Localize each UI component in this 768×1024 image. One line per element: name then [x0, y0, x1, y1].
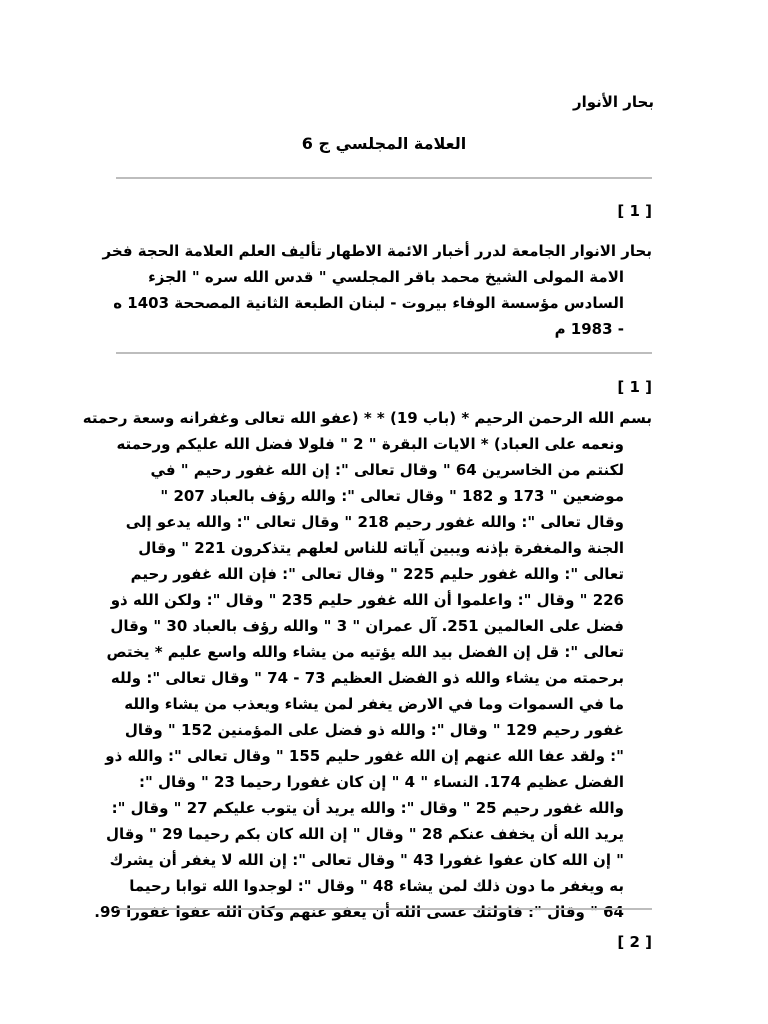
- paragraph-line: فضل على العالمين 251. آل عمران " 3 " والله رؤف بالعباد 30 " وقال: [110, 617, 624, 635]
- paragraph-line: غفور رحيم 129 " وقال ": والله ذو فضل على المؤمنين 152 " وقال: [124, 721, 624, 739]
- paragraph-line: ونعمه على العباد) * الايات البقرة " 2 " فلولا فضل الله عليكم ورحمته: [116, 435, 624, 453]
- paragraph-line: ": ولقد عفا الله عنهم إن الله غفور حليم 155 " وقال تعالى ": والله ذو: [105, 747, 624, 765]
- author-volume-line: العلامة المجلسي ج 6: [301, 134, 467, 153]
- paragraph-line: لكنتم من الخاسرين 64 " وقال تعالى ": إن الله غفور رحيم " في: [150, 461, 624, 479]
- divider: [116, 352, 652, 354]
- paragraph-line: 226 " وقال ": واعلموا أن الله غفور حليم 235 " وقال ": ولكن الله ذو: [110, 591, 624, 609]
- book-title: بحار الأنوار: [572, 93, 654, 111]
- paragraph-line: الفضل عظيم 174. النساء " 4 " إن كان غفورا رحيما 23 " وقال ":: [138, 773, 624, 791]
- paragraph-line: - 1983 م: [554, 320, 624, 338]
- paragraph-line: برحمته من يشاء والله ذو الفضل العظيم 73 - 74 " وقال تعالى ": ولله: [110, 669, 624, 687]
- page-marker: [ 1 ]: [617, 378, 652, 396]
- divider: [116, 177, 652, 179]
- paragraph-line: تعالى ": والله غفور حليم 225 " وقال تعالى ": فإن الله غفور رحيم: [130, 565, 624, 583]
- paragraph-line: به ويغفر ما دون ذلك لمن يشاء 48 " وقال ": لوجدوا الله توابا رحيما: [129, 877, 624, 895]
- paragraph-line: موضعين " 173 و 182 " وقال تعالى ": والله رؤف بالعباد 207 ": [160, 487, 624, 505]
- paragraph-line: ما في السموات وما في الارض يغفر لمن يشاء ويعذب من يشاء والله: [124, 695, 624, 713]
- paragraph-line: تعالى ": قل إن الفضل بيد الله يؤتيه من يشاء والله واسع عليم * يختص: [106, 643, 624, 661]
- paragraph-line: بسم الله الرحمن الرحيم * (باب 19) * * (عفو الله تعالى وغفرانه وسعة رحمته: [82, 409, 652, 427]
- bibliographic-paragraph: [102, 238, 652, 342]
- paragraph-line: 64 " وقال ": فاولئك عسى الله أن يعفو عنهم وكان الله عفوا غفورا 99.: [94, 903, 624, 921]
- paragraph-line: الجنة والمغفرة بإذنه ويبين آياته للناس لعلهم يتذكرون 221 " وقال: [138, 539, 624, 557]
- divider: [116, 908, 652, 910]
- paragraph-line: يريد الله أن يخفف عنكم 28 " وقال " إن الله كان بكم رحيما 29 " وقال: [106, 825, 624, 843]
- paragraph-line: " إن الله كان عفوا غفورا 43 " وقال تعالى ": إن الله لا يغفر أن يشرك: [109, 851, 624, 869]
- paragraph-line: السادس مؤسسة الوفاء بيروت - لبنان الطبعة الثانية المصححة 1403 ه: [113, 294, 624, 312]
- page-marker: [ 2 ]: [617, 933, 652, 951]
- paragraph-line: والله غفور رحيم 25 " وقال ": والله يريد أن يتوب عليكم 27 " وقال ":: [111, 799, 624, 817]
- paragraph-line: الامة المولى الشيخ محمد باقر المجلسي " قدس الله سره " الجزء: [148, 268, 624, 286]
- paragraph-line: وقال تعالى ": والله غفور رحيم 218 " وقال تعالى ": والله يدعو إلى: [125, 513, 624, 531]
- paragraph-line: بحار الانوار الجامعة لدرر أخبار الائمة الاطهار تأليف العلم العلامة الحجة فخر: [102, 242, 652, 260]
- body-paragraph: [82, 405, 652, 925]
- page-marker: [ 1 ]: [617, 202, 652, 220]
